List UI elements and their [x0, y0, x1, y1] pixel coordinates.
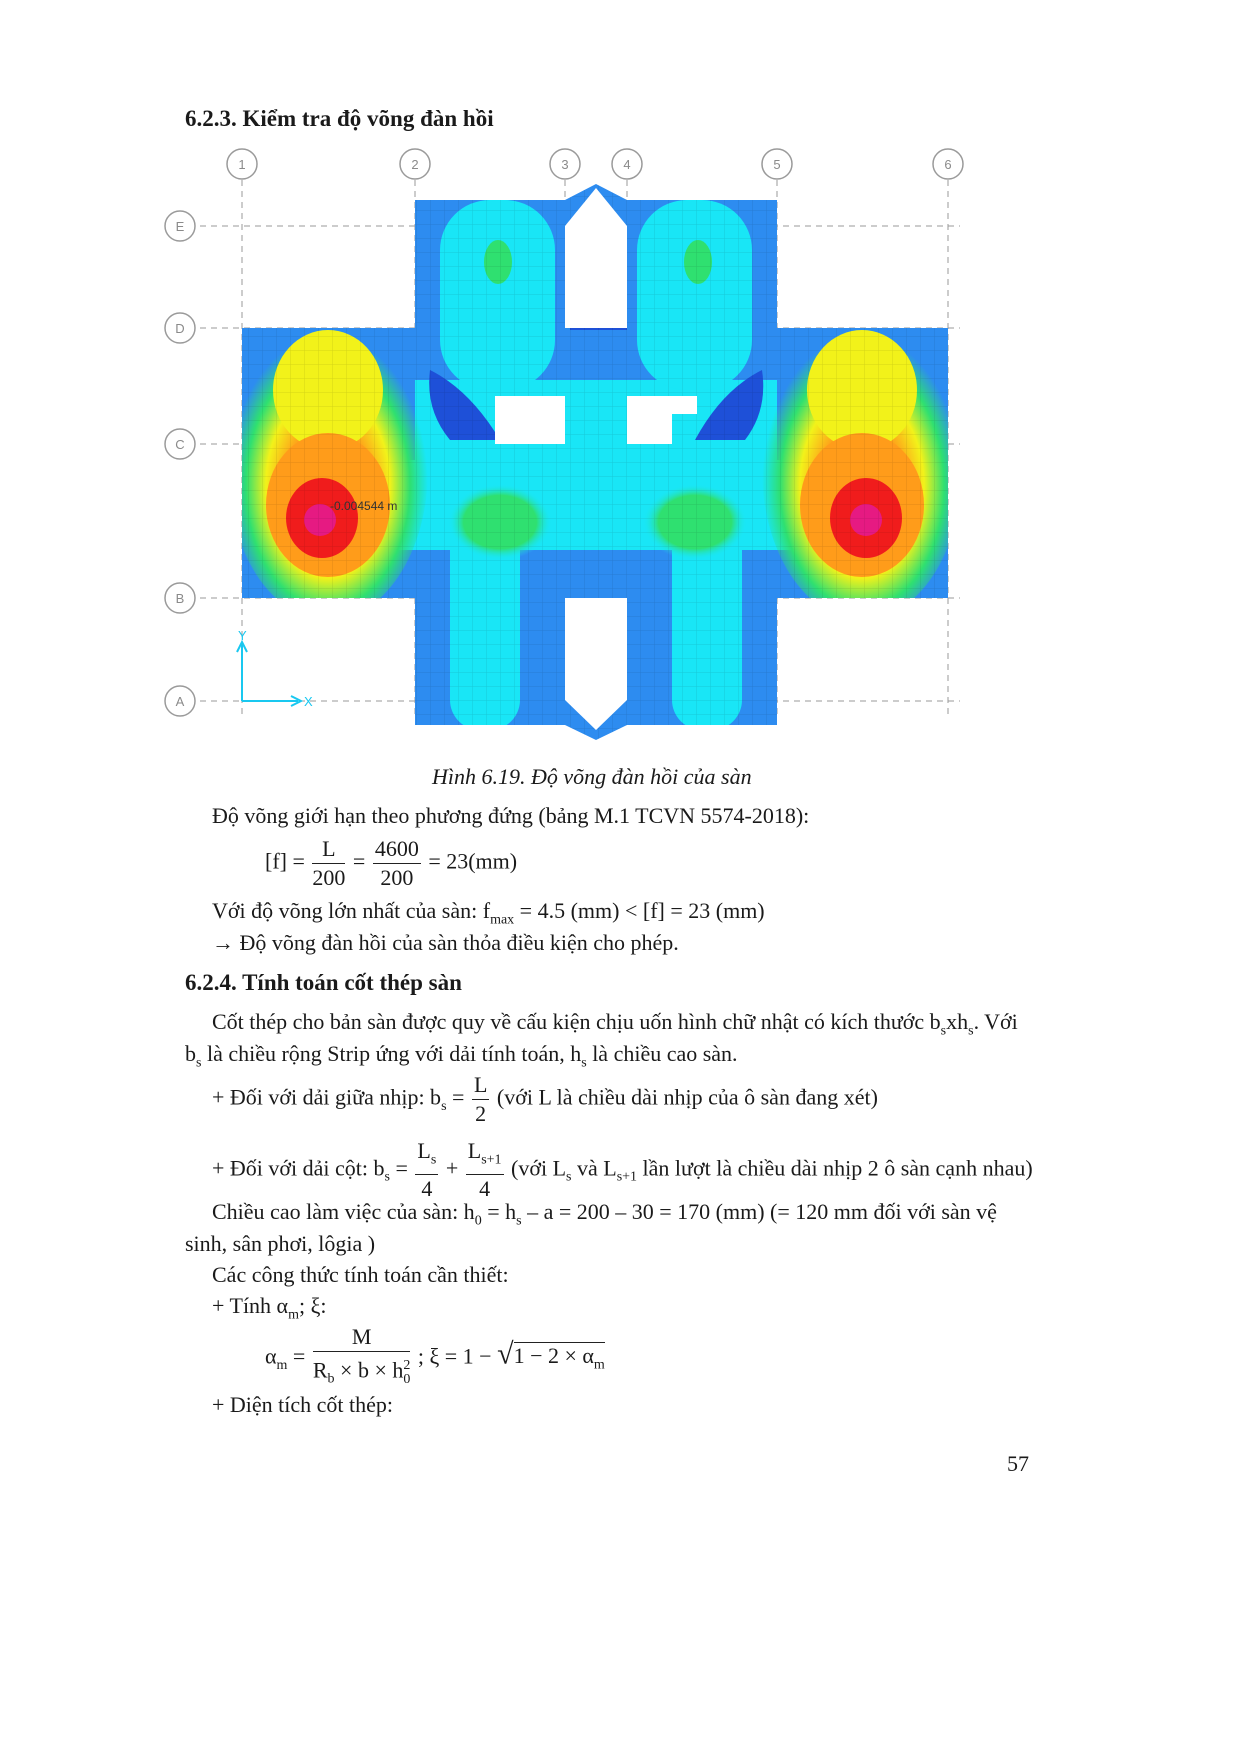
axis-triad: [237, 642, 301, 706]
mid-strip-num: L: [472, 1071, 489, 1100]
eq-xi: ; ξ = 1 −: [417, 1343, 492, 1369]
eq-f-den1: 200: [312, 865, 346, 890]
h0-text-b: = h: [481, 1199, 517, 1224]
mid-strip-den: 2: [475, 1101, 487, 1126]
steel-text-1b: xh: [946, 1009, 969, 1034]
sub-s: s: [940, 1023, 947, 1039]
alpha-text-b: ; ξ:: [298, 1293, 327, 1318]
col-strip-note-a: (với L: [511, 1155, 567, 1181]
col-strip-den2: 4: [479, 1176, 491, 1202]
grid-label-row-b: B: [175, 591, 185, 606]
equation-alpha-xi: [265, 1323, 605, 1394]
mid-strip-eq: =: [446, 1084, 465, 1110]
sub-s: s: [968, 1023, 974, 1039]
eq-f-rhs: = 23(mm): [428, 848, 518, 874]
col-strip-den1: 4: [421, 1176, 433, 1202]
sqrt-sign: √: [497, 1337, 514, 1371]
col-strip-note-b: và L: [571, 1155, 617, 1181]
axis-x-label: X: [304, 694, 313, 709]
mid-strip-note: (với L là chiều dài nhịp của ô sàn đang xét): [496, 1084, 878, 1110]
eq-alpha-den-sub: b: [327, 1371, 335, 1387]
eq-root-sub: m: [593, 1357, 605, 1373]
fmax-sub: max: [490, 912, 515, 928]
grid-label-col-3: 3: [561, 157, 569, 172]
grid-label-col-5: 5: [773, 157, 781, 172]
alpha-text-a: + Tính α: [212, 1293, 289, 1318]
fmax-text-a: Với độ võng lớn nhất của sàn: f: [212, 898, 491, 923]
section-heading-624: 6.2.4. Tính toán cốt thép sàn: [185, 970, 462, 995]
axis-y-label: Y: [238, 628, 247, 643]
eq-f-num1: L: [312, 835, 345, 864]
paragraph-steel-area: + Diện tích cốt thép:: [212, 1392, 394, 1417]
eq-alpha-den-sup: 2: [403, 1358, 411, 1373]
h0-text-c: – a = 200 – 30 = 170 (mm) (= 120 mm đối với sàn vệ: [521, 1199, 997, 1224]
eq-alpha-den-sub0: 0: [403, 1371, 411, 1387]
grid-label-row-e: E: [175, 219, 185, 234]
col-strip-plus: +: [445, 1155, 459, 1181]
grid-label-row-c: C: [175, 437, 185, 452]
paragraph-effective-depth-2: sinh, sân phơi, lôgia ): [185, 1231, 376, 1256]
sub-s: s: [384, 1169, 390, 1185]
steel-text-1c: . Với: [973, 1009, 1018, 1034]
eq-alpha-num: M: [313, 1323, 411, 1352]
h0-sub0: 0: [474, 1213, 482, 1229]
steel-text-2b: là chiều rộng Strip ứng với dải tính toán, h: [201, 1041, 582, 1066]
paragraph-deflection-limit: Độ võng giới hạn theo phương đứng (bảng M.1 TCVN 5574-2018):: [212, 803, 810, 828]
h0-text-a: Chiều cao làm việc của sàn: h: [212, 1199, 475, 1224]
sub-s: s: [441, 1098, 447, 1114]
eq-alpha-eq: =: [287, 1343, 306, 1369]
col-strip-eq: =: [389, 1155, 408, 1181]
steel-text-2a: b: [185, 1041, 196, 1066]
formula-mid-strip: [212, 1071, 878, 1128]
sub-s: s: [516, 1213, 522, 1229]
eq-f-eq: =: [352, 848, 366, 874]
grid-label-col-4: 4: [623, 157, 631, 172]
grid-label-col-1: 1: [238, 157, 246, 172]
col-strip-sub2: s+1: [481, 1152, 502, 1168]
max-deflection-label: -0.004544 m: [330, 499, 398, 513]
col-strip-sub1: s: [430, 1152, 437, 1168]
grid-label-row-a: A: [175, 694, 185, 709]
deflection-contour-figure: [150, 140, 990, 750]
steel-text-2c: là chiều cao sàn.: [586, 1041, 738, 1066]
eq-alpha-den-rest: × b × h: [334, 1357, 404, 1383]
grid-label-row-d: D: [175, 321, 185, 336]
eq-root: 1 − 2 × α: [513, 1343, 594, 1369]
grid-label-col-2: 2: [411, 157, 419, 172]
eq-f-den2: 200: [380, 865, 414, 890]
paragraph-formulas: Các công thức tính toán cần thiết:: [212, 1262, 509, 1287]
col-strip-note-c: lần lượt là chiều dài nhịp 2 ô sàn cạnh nhau): [637, 1155, 1033, 1181]
sub-s: s: [196, 1055, 202, 1071]
steel-text-1: Cốt thép cho bản sàn được quy về cấu kiện chịu uốn hình chữ nhật có kích thước b: [212, 1009, 941, 1034]
equation-allowable-deflection: [265, 835, 517, 892]
section-heading-623: 6.2.3. Kiểm tra độ võng đàn hồi: [185, 106, 494, 131]
mid-strip-text: + Đối với dải giữa nhịp: b: [212, 1084, 442, 1110]
sqrt-radicand: [513, 1342, 605, 1373]
page-number: 57: [1007, 1451, 1029, 1476]
col-strip-num2: L: [467, 1138, 482, 1163]
alpha-sub: m: [288, 1307, 299, 1323]
eq-alpha-sub: m: [276, 1357, 288, 1373]
paragraph-deflection-ok: → Độ võng đàn hồi của sàn thỏa điều kiện cho phép.: [212, 930, 679, 955]
grid-label-col-6: 6: [944, 157, 952, 172]
eq-alpha-lhs: α: [265, 1343, 277, 1369]
eq-f-num2: 4600: [373, 835, 421, 864]
col-strip-note-sub1: s: [566, 1169, 572, 1185]
col-strip-text: + Đối với dải cột: b: [212, 1155, 385, 1181]
col-strip-note-sub2: s+1: [616, 1169, 638, 1185]
fmax-text-b: = 4.5 (mm) < [f] = 23 (mm): [514, 898, 765, 923]
eq-alpha-den: R: [312, 1357, 328, 1383]
sub-s: s: [581, 1055, 587, 1071]
eq-f-lhs: [f] =: [265, 848, 305, 874]
figure-caption: Hình 6.19. Độ võng đàn hồi của sàn: [432, 764, 752, 789]
col-strip-num1: L: [417, 1138, 431, 1163]
formula-column-strip: [212, 1137, 1033, 1203]
